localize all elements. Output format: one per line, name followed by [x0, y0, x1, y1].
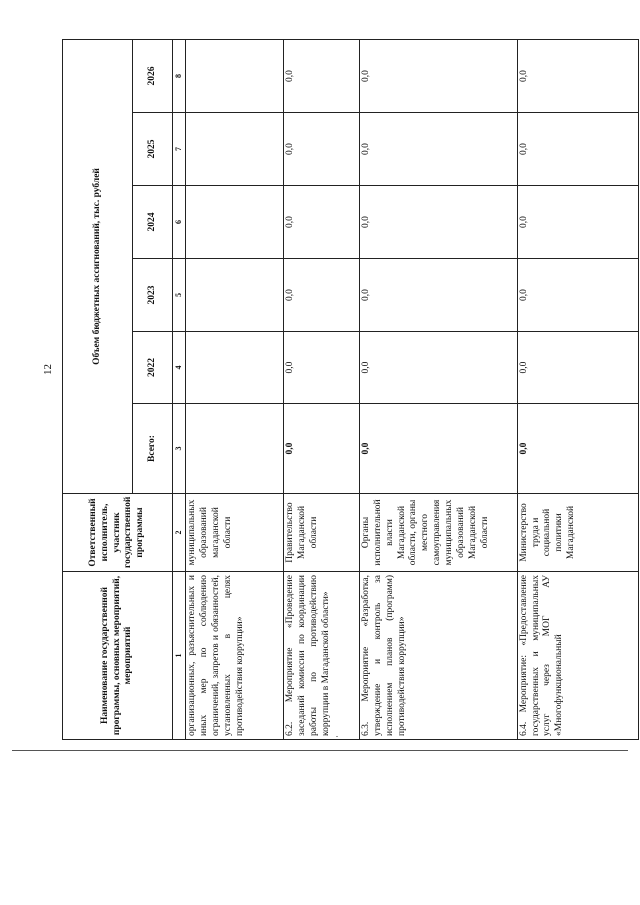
budget-table: [62, 39, 639, 740]
table-row: [284, 39, 360, 739]
column-index: 1: [173, 572, 186, 740]
row-value: 0,0: [517, 113, 638, 186]
row-value: 0,0: [517, 39, 638, 112]
column-index: 3: [173, 404, 186, 494]
row-name: организационных, разъяснительных и иных мер по соблюдению ограничений, запретов и обязанностей, установленных в целях противодействия коррупции»: [186, 572, 284, 740]
row-total: [186, 404, 284, 494]
row-value: 0,0: [284, 259, 360, 332]
column-index: 2: [173, 494, 186, 572]
row-value: 0,0: [359, 39, 517, 112]
row-value: [186, 39, 284, 112]
row-value: 0,0: [284, 39, 360, 112]
row-value: [186, 332, 284, 404]
row-value: [186, 186, 284, 259]
header-name: Наименование государственной программы, основных мероприятий, мероприятий: [63, 572, 173, 740]
row-name: 6.3. Мероприятие «Разработка, утверждение и контроль за исполнением планов (программ) противодействия коррупции»: [359, 572, 517, 740]
row-responsible: Министерство труда и социальной политики Магаданской: [517, 494, 638, 572]
row-value: 0,0: [359, 113, 517, 186]
scan-speck: [336, 736, 338, 737]
table-row: [359, 39, 517, 739]
row-value: [186, 113, 284, 186]
column-index: 7: [173, 113, 186, 186]
column-index: 5: [173, 259, 186, 332]
header-year: 2025: [133, 113, 173, 186]
row-value: 0,0: [284, 332, 360, 404]
header-year: 2024: [133, 186, 173, 259]
row-value: 0,0: [284, 186, 360, 259]
column-index: 4: [173, 332, 186, 404]
row-responsible: Правительство Магаданской области: [284, 494, 360, 572]
row-value: 0,0: [359, 332, 517, 404]
row-value: 0,0: [517, 259, 638, 332]
row-responsible: Органы исполнительной власти Магаданской области, органы местного самоуправления муниципальных образований Магаданской области: [359, 494, 517, 572]
table-row: [186, 39, 284, 739]
row-name: 6.4. Мероприятие: «Предоставление государственных и муниципальных услуг через МОГ АУ «Многофункциональный: [517, 572, 638, 740]
row-total: 0,0: [359, 404, 517, 494]
row-value: 0,0: [359, 259, 517, 332]
rotated-table-wrapper: [62, 40, 639, 740]
header-responsible: Ответственный исполнитель, участник государственной программы: [63, 494, 173, 572]
page-divider: [12, 750, 628, 751]
header-year: 2026: [133, 39, 173, 112]
row-value: 0,0: [517, 332, 638, 404]
column-index: 8: [173, 39, 186, 112]
column-index: 6: [173, 186, 186, 259]
page-number: 12: [42, 364, 54, 375]
header-total: Всего:: [133, 404, 173, 494]
row-value: 0,0: [284, 113, 360, 186]
header-budget: Объем бюджетных ассигнований, тыс. рублей: [63, 39, 133, 493]
header-year: 2022: [133, 332, 173, 404]
row-name: 6.2. Мероприятие «Проведение заседаний комиссии по координации работы по противодействию коррупции в Магаданской области»: [284, 572, 360, 740]
row-total: 0,0: [517, 404, 638, 494]
row-responsible: муниципальных образований магаданской области: [186, 494, 284, 572]
row-value: 0,0: [517, 186, 638, 259]
table-row: [517, 39, 638, 739]
row-value: 0,0: [359, 186, 517, 259]
row-value: [186, 259, 284, 332]
header-year: 2023: [133, 259, 173, 332]
row-total: 0,0: [284, 404, 360, 494]
